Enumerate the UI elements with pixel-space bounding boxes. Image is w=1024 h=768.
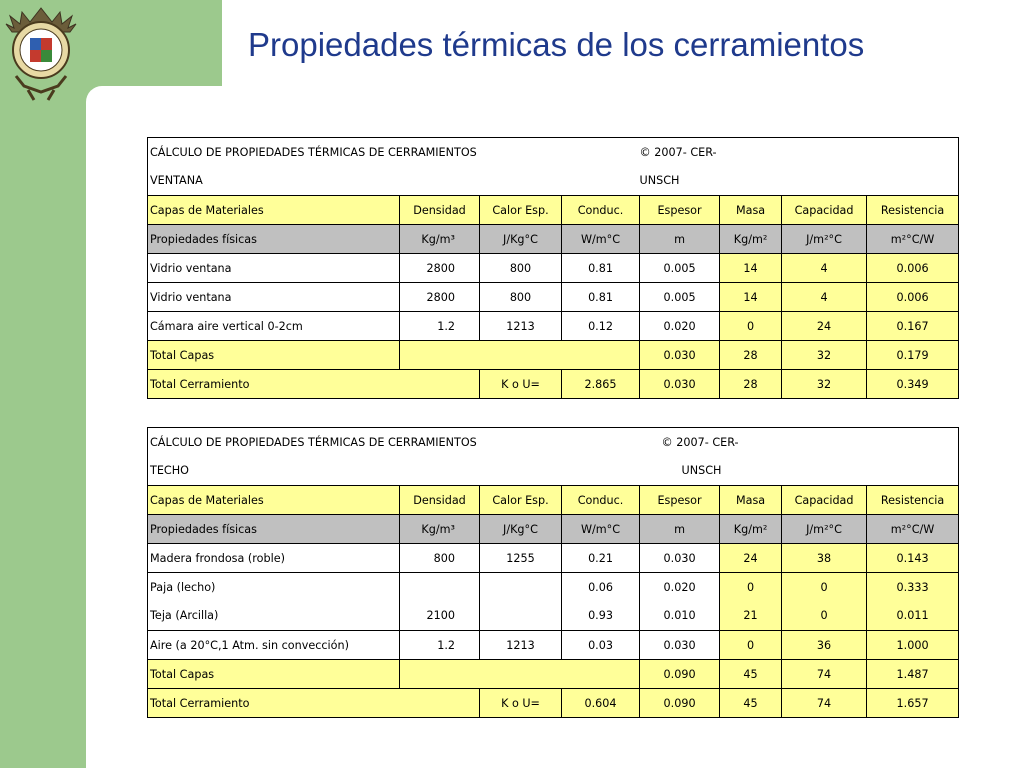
header-cell: Resistencia [867,486,959,515]
element-name: VENTANA [148,167,640,196]
units-cell: J/Kg°C [480,515,562,544]
thickness-value: 0.030 [640,631,720,660]
material-name: Cámara aire vertical 0-2cm [148,312,400,341]
conductivity-value: 0.21 [562,544,640,573]
material-name: Teja (Arcilla) [148,602,400,631]
specific-heat-value [480,602,562,631]
header-cell: Conduc. [562,486,640,515]
header-cell: Capas de Materiales [148,196,400,225]
total-mass: 28 [720,341,782,370]
header-cell: Masa [720,486,782,515]
header-cell: Conduc. [562,196,640,225]
thickness-value: 0.010 [640,602,720,631]
total-resistance: 0.179 [867,341,959,370]
specific-heat-value: 1213 [480,312,562,341]
conductivity-value: 0.12 [562,312,640,341]
table-row [148,312,959,341]
total-layers-row [148,341,959,370]
table-row [148,254,959,283]
specific-heat-value: 800 [480,254,562,283]
total-resistance: 1.657 [867,689,959,718]
table-row [148,283,959,312]
units-row [148,515,959,544]
resistance-value: 1.000 [867,631,959,660]
org-name: UNSCH [640,457,959,486]
copyright-text: © 2007- CER- [640,138,959,167]
capacity-value: 24 [782,312,867,341]
total-layers-label: Total Capas [148,341,400,370]
units-cell: Propiedades físicas [148,225,400,254]
k-value: 2.865 [562,370,640,399]
total-thickness: 0.090 [640,660,720,689]
org-name: UNSCH [640,167,959,196]
resistance-value: 0.143 [867,544,959,573]
conductivity-value: 0.06 [562,573,640,602]
units-cell: Kg/m² [720,225,782,254]
units-cell: Propiedades físicas [148,515,400,544]
density-value: 2800 [400,254,480,283]
empty-cell [400,660,640,689]
resistance-value: 0.006 [867,254,959,283]
conductivity-value: 0.81 [562,254,640,283]
mass-value: 14 [720,283,782,312]
thickness-value: 0.030 [640,544,720,573]
total-enclosure-row [148,689,959,718]
specific-heat-value: 1255 [480,544,562,573]
total-thickness: 0.090 [640,689,720,718]
header-cell: Resistencia [867,196,959,225]
mass-value: 0 [720,573,782,602]
left-green-bar [0,0,86,768]
capacity-value: 4 [782,283,867,312]
total-thickness: 0.030 [640,370,720,399]
table-row [148,544,959,573]
mass-value: 14 [720,254,782,283]
resistance-value: 0.333 [867,573,959,602]
mass-value: 0 [720,312,782,341]
k-value: 0.604 [562,689,640,718]
resistance-value: 0.167 [867,312,959,341]
capacity-value: 4 [782,254,867,283]
table-row [148,631,959,660]
capacity-value: 36 [782,631,867,660]
table-techo [147,427,959,718]
density-value: 1.2 [400,312,480,341]
header-cell: Espesor [640,486,720,515]
units-cell: m [640,225,720,254]
total-layers-row [148,660,959,689]
resistance-value: 0.006 [867,283,959,312]
material-name: Madera frondosa (roble) [148,544,400,573]
resistance-value: 0.011 [867,602,959,631]
thickness-value: 0.020 [640,312,720,341]
total-thickness: 0.030 [640,341,720,370]
total-capacity: 74 [782,689,867,718]
material-name: Vidrio ventana [148,283,400,312]
density-value [400,573,480,602]
conductivity-value: 0.93 [562,602,640,631]
thickness-value: 0.005 [640,283,720,312]
density-value: 2100 [400,602,480,631]
total-mass: 45 [720,660,782,689]
table-row [148,602,959,631]
capacity-value: 0 [782,573,867,602]
conductivity-value: 0.81 [562,283,640,312]
density-value: 2800 [400,283,480,312]
material-name: Aire (a 20°C,1 Atm. sin convección) [148,631,400,660]
table-heading: CÁLCULO DE PROPIEDADES TÉRMICAS DE CERRAMIENTOS [148,428,640,457]
units-cell: J/m²°C [782,515,867,544]
element-name: TECHO [148,457,640,486]
total-capacity: 32 [782,370,867,399]
header-cell: Masa [720,196,782,225]
copyright-text: © 2007- CER- [640,428,959,457]
mass-value: 21 [720,602,782,631]
total-mass: 45 [720,689,782,718]
total-resistance: 1.487 [867,660,959,689]
total-enclosure-label: Total Cerramiento [148,370,480,399]
table-heading: CÁLCULO DE PROPIEDADES TÉRMICAS DE CERRAMIENTOS [148,138,640,167]
total-enclosure-label: Total Cerramiento [148,689,480,718]
total-resistance: 0.349 [867,370,959,399]
header-cell: Densidad [400,196,480,225]
header-cell: Calor Esp. [480,486,562,515]
table-row [148,573,959,602]
density-value: 800 [400,544,480,573]
corner-curve [86,86,102,102]
header-cell: Capacidad [782,196,867,225]
units-cell: W/m°C [562,515,640,544]
total-enclosure-row [148,370,959,399]
header-cell: Espesor [640,196,720,225]
capacity-value: 0 [782,602,867,631]
units-row [148,225,959,254]
k-label: K o U= [480,370,562,399]
thickness-value: 0.020 [640,573,720,602]
total-capacity: 32 [782,341,867,370]
mass-value: 24 [720,544,782,573]
total-capacity: 74 [782,660,867,689]
units-cell: m²°C/W [867,225,959,254]
header-cell: Calor Esp. [480,196,562,225]
specific-heat-value [480,573,562,602]
capacity-value: 38 [782,544,867,573]
units-cell: m [640,515,720,544]
material-name: Vidrio ventana [148,254,400,283]
material-name: Paja (lecho) [148,573,400,602]
empty-cell [400,341,640,370]
header-cell: Densidad [400,486,480,515]
units-cell: W/m°C [562,225,640,254]
units-cell: Kg/m² [720,515,782,544]
specific-heat-value: 800 [480,283,562,312]
slide-title: Propiedades térmicas de los cerramientos [248,26,865,63]
header-cell: Capas de Materiales [148,486,400,515]
thickness-value: 0.005 [640,254,720,283]
units-cell: Kg/m³ [400,515,480,544]
units-cell: m²°C/W [867,515,959,544]
conductivity-value: 0.03 [562,631,640,660]
density-value: 1.2 [400,631,480,660]
units-cell: J/Kg°C [480,225,562,254]
k-label: K o U= [480,689,562,718]
specific-heat-value: 1213 [480,631,562,660]
table-ventana [147,137,959,399]
units-cell: Kg/m³ [400,225,480,254]
header-row [148,486,959,515]
mass-value: 0 [720,631,782,660]
total-layers-label: Total Capas [148,660,400,689]
total-mass: 28 [720,370,782,399]
units-cell: J/m²°C [782,225,867,254]
header-cell: Capacidad [782,486,867,515]
header-row [148,196,959,225]
university-crest-logo [2,2,80,102]
